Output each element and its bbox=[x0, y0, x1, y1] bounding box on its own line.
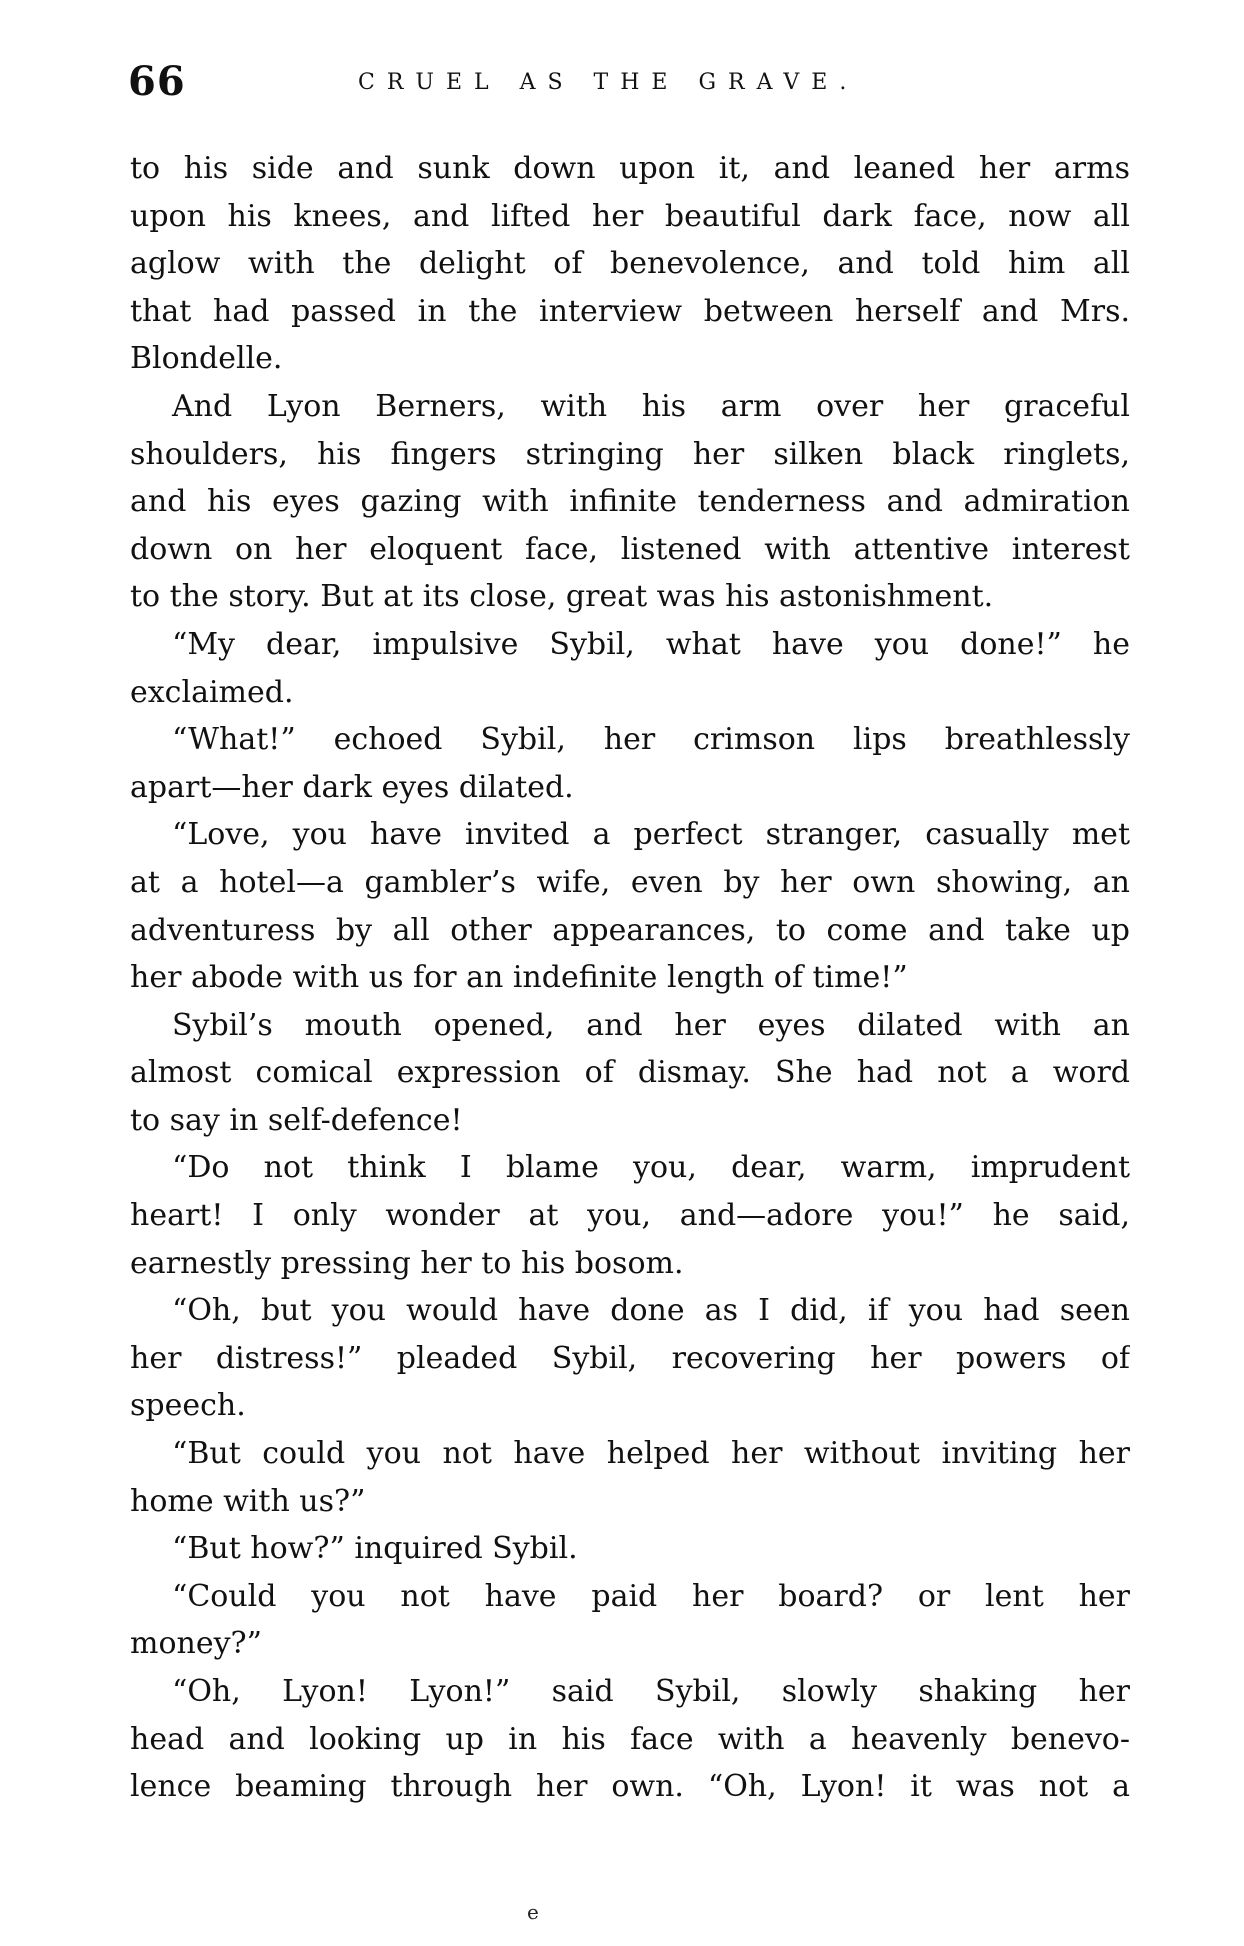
text-line: “Oh, but you would have done as I did, if you had seen bbox=[172, 1293, 1130, 1329]
text-line: to his side and sunk down upon it, and leaned her arms bbox=[130, 151, 1130, 186]
text-line: “My dear, impulsive Sybil, what have you done!” he bbox=[172, 626, 1130, 662]
text-line: speech. bbox=[130, 1388, 246, 1424]
text-line: “What!” echoed Sybil, her crimson lips breathlessly bbox=[172, 722, 1130, 758]
text-line: lence beaming through her own. “Oh, Lyon! it was not a bbox=[130, 1769, 1130, 1805]
text-line: aglow with the delight of benevolence, and told him all bbox=[130, 246, 1130, 282]
text-line: home with us?” bbox=[130, 1483, 366, 1519]
text-line: “But could you not have helped her without inviting her bbox=[172, 1436, 1130, 1472]
text-line: her distress!” pleaded Sybil, recovering her powers of bbox=[130, 1340, 1130, 1376]
text-line: at a hotel—a gambler’s wife, even by her own showing, an bbox=[130, 864, 1130, 900]
text-line: exclaimed. bbox=[130, 674, 294, 710]
text-line: Blondelle. bbox=[130, 341, 283, 377]
text-line: and his eyes gazing with infinite tenderness and admiration bbox=[130, 484, 1130, 520]
running-title: CRUEL AS THE GRAVE. bbox=[358, 70, 859, 95]
text-line: Sybil’s mouth opened, and her eyes dilated with an bbox=[172, 1007, 1130, 1043]
text-line: head and looking up in his face with a heavenly benevo- bbox=[130, 1721, 1130, 1757]
text-line: to the story. But at its close, great was his astonishment. bbox=[130, 579, 994, 615]
text-line: “But how?” inquired Sybil. bbox=[172, 1531, 578, 1567]
text-line: money?” bbox=[130, 1626, 262, 1662]
text-line: “Oh, Lyon! Lyon!” said Sybil, slowly shaking her bbox=[172, 1674, 1130, 1709]
text-line: heart! I only wonder at you, and—adore you!” he said, bbox=[130, 1198, 1130, 1234]
text-line: adventuress by all other appearances, to come and take up bbox=[130, 912, 1130, 948]
text-line: “Do not think I blame you, dear, warm, imprudent bbox=[172, 1150, 1130, 1186]
text-line: almost comical expression of dismay. She had not a word bbox=[130, 1055, 1130, 1091]
text-line: to say in self-defence! bbox=[130, 1102, 463, 1138]
text-line: shoulders, his fingers stringing her silken black ringlets, bbox=[130, 436, 1130, 472]
text-line: earnestly pressing her to his bosom. bbox=[130, 1245, 684, 1281]
body-text bbox=[130, 145, 1130, 1811]
text-line: her abode with us for an indefinite length of time!” bbox=[130, 960, 908, 996]
text-line: “Love, you have invited a perfect stranger, casually met bbox=[172, 817, 1130, 853]
signature-mark: e bbox=[527, 1900, 539, 1924]
text-line: that had passed in the interview between herself and Mrs. bbox=[130, 293, 1130, 329]
text-line: apart—her dark eyes dilated. bbox=[130, 769, 574, 805]
page-number: 66 bbox=[128, 58, 186, 105]
text-line: upon his knees, and lifted her beautiful dark face, now all bbox=[130, 198, 1130, 234]
text-line: “Could you not have paid her board? or lent her bbox=[172, 1578, 1130, 1614]
text-line: down on her eloquent face, listened with attentive interest bbox=[130, 531, 1130, 567]
page-header bbox=[128, 58, 1138, 118]
text-line: And Lyon Berners, with his arm over her graceful bbox=[172, 388, 1130, 424]
